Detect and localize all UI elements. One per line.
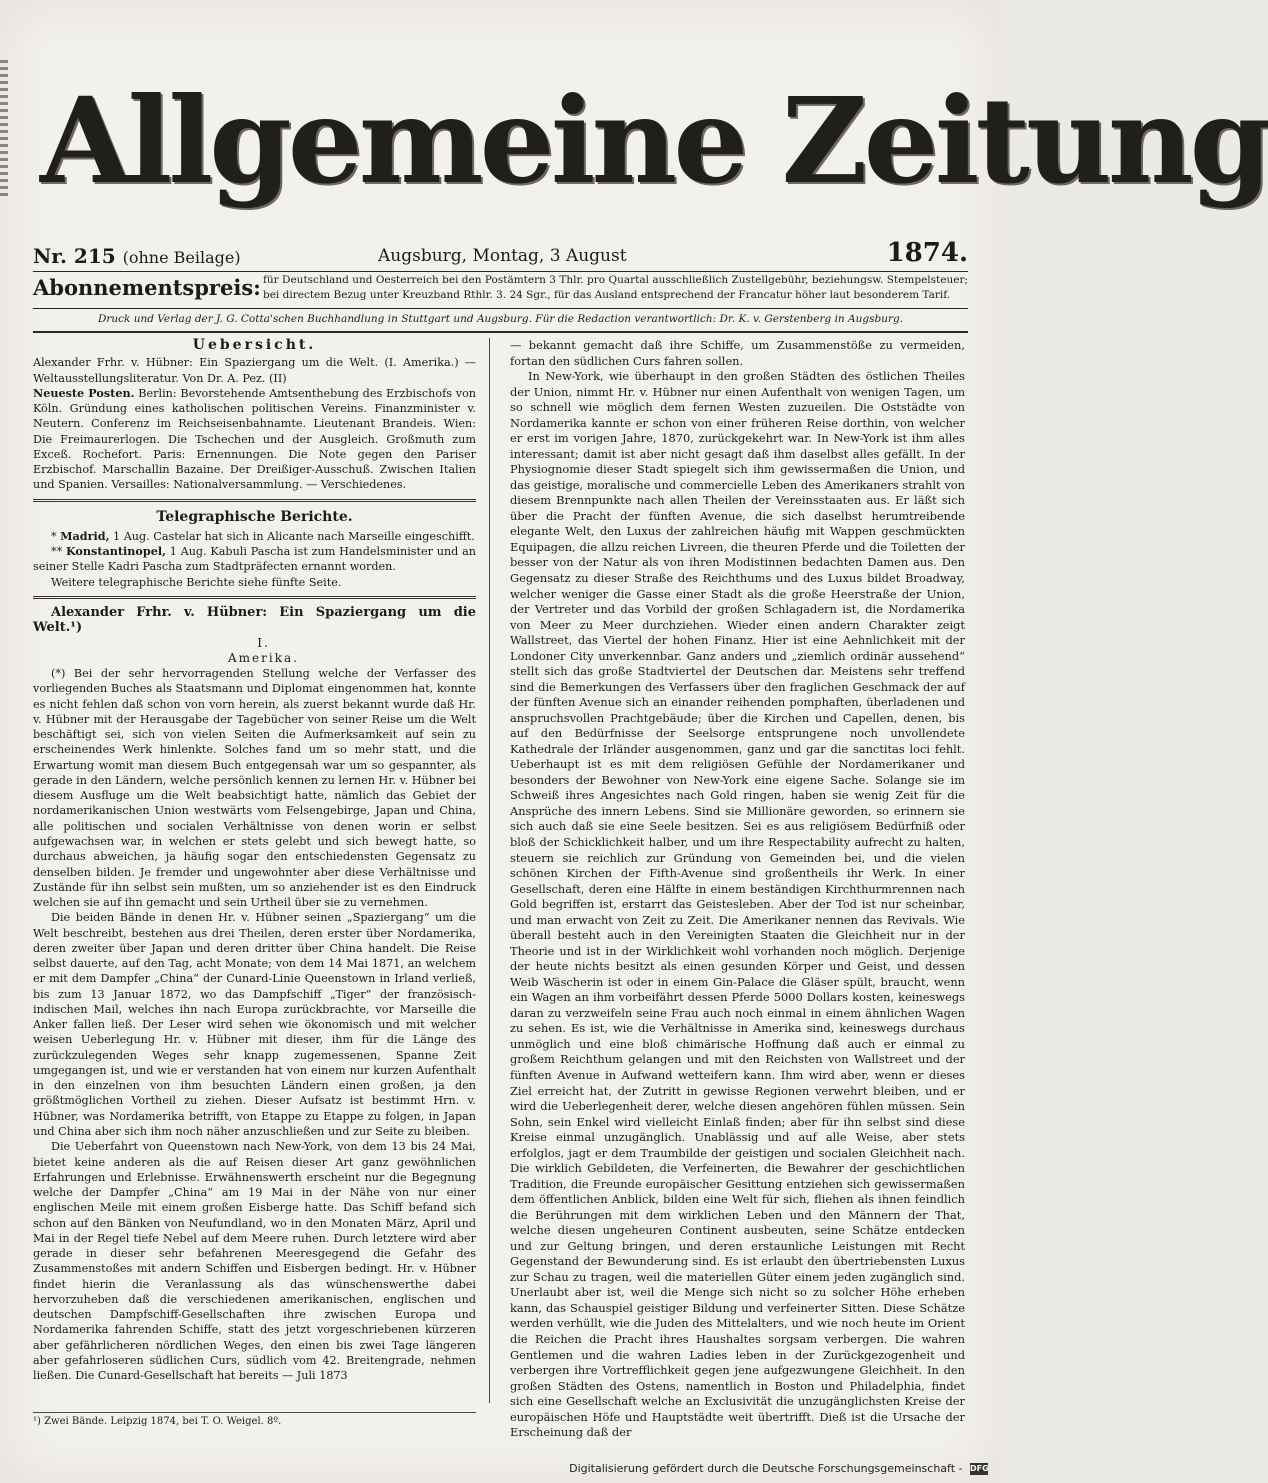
place-date: Augsburg, Montag, 3 August (378, 246, 627, 266)
subscription-label: Abonnementspreis: (33, 275, 261, 300)
telegraph-date: 1 Aug. (169, 545, 207, 559)
article-subtitle: Amerika. (228, 650, 299, 665)
footnote: ¹) Zwei Bände. Leipzig 1874, bei T. O. Weigel. 8º. (33, 1412, 476, 1427)
imprint: Druck und Verlag der J. G. Cotta'schen Buchhandlung in Stuttgart und Augsburg. Für die Redaction verantwortlich: Dr. K. v. Gerstenberg in Augsburg. (97, 313, 904, 325)
left-column (33, 338, 476, 1384)
divider (33, 331, 968, 333)
latest-news (33, 386, 476, 493)
divider (33, 596, 476, 599)
telegraph-more: Weitere telegraphische Berichte siehe fünfte Seite. (51, 575, 342, 589)
telegraph-text: Kabuli Pascha ist zum Handelsminister und an seiner Stelle Kadri Pascha zum Stadtpräfecten ernannt worden. (33, 545, 476, 574)
issue-number-text: Nr. 215 (33, 244, 116, 268)
telegraph-place: Madrid, (60, 528, 110, 543)
overview-text: Alexander Frhr. v. Hübner: Ein Spaziergang um die Welt. (I. Amerika.) — Weltausstellungsliteratur. Von Dr. A. Pez. (II) (33, 356, 476, 385)
telegraph-item: ** Konstantinopel, 1 Aug. Kabuli Pascha ist zum Handelsminister und an seiner Stelle Kadri Pascha zum Stadtpräfecten ernannt worden. (33, 544, 476, 574)
footer-text: Digitalisierung gefördert durch die Deutsche Forschungsgemeinschaft - (569, 1462, 963, 1475)
subscription-text: für Deutschland und Oesterreich bei den Postämtern 3 Thlr. pro Quartal ausschließlich Zustellgebühr, beziehungsw. Stempelsteuer; bei directem Bezug unter Kreuzband Rthlr. 3. 24 Sgr., für das Ausland entsprechend der Francatur höher laut besonderem Tarif. (263, 274, 968, 301)
issue-number (33, 244, 241, 268)
digitization-footer (569, 1462, 988, 1475)
latest-news-text: Berlin: Bevorstehende Amtsenthebung des Erzbischofs von Köln. Gründung eines katholischen politischen Vereins. Finanzminister v. Neutern. Conferenz im Reichseisenbahnamte. Lieutenant Brandeis. Wien: Die Freimaurerlogen. Die Tschechen und der Ausgleich. Großmuth zum Exceß. Rochefort. Paris: Ernennungen. Die Note gegen den Pariser Erzbischof. Marschallin Bazaine. Der Dreißiger-Ausschuß. Zwischen Italien und Spanien. Versailles: Nationalversammlung. — Verschiedenes. (33, 386, 477, 492)
article-part: I. (257, 635, 270, 650)
latest-news-label: Neueste Posten. (33, 385, 135, 400)
column-divider (489, 338, 490, 1403)
article-paragraph: Die beiden Bände in denen Hr. v. Hübner seinen „Spaziergang“ um die Welt beschreibt, bestehen aus drei Theilen, deren erster über Nordamerika, deren zweiter über Japan und deren dritter über China handelt. Die Reise selbst dauerte, auf den Tag, acht Monate; von dem 14 Mai 1871, an welchem er mit dem Dampfer „China“ der Cunard-Linie Queenstown in Irland verließ, bis zum 13 Januar 1872, wo das Dampfschiff „Tiger“ der französisch-indischen Mail, welches ihn nach Europa zurückbrachte, vor Marseille die Anker fallen ließ. Der Leser wird sehen wie ökonomisch und mit welcher weisen Ueberlegung Hr. v. Hübner mit dieser, ihm für die Länge des zurückzulegenden Weges sehr knapp zugemessenen, Spanne Zeit umgegangen ist, und wie er verstanden hat von einem nur kurzen Aufenthalt in den einzelnen von ihm besuchten Ländern einen großen, ja den größtmöglichen Vortheil zu ziehen. Dieser Aufsatz ist bestimmt Hrn. v. Hübner, was Nordamerika betrifft, von Etappe zu Etappe zu folgen, in Japan und China aber sich ihm noch näher anzuschließen und zur Seite zu bleiben. (33, 911, 476, 1139)
article-paragraph: Die Ueberfahrt von Queenstown nach New-York, von dem 13 bis 24 Mai, bietet keine anderen als die auf Reisen dieser Art ganz gewöhnlichen Erfahrungen und Erlebnisse. Erwähnenswerth erscheint nur die Begegnung welche der Dampfer „China“ am 19 Mai in der Nähe von nur einer englischen Meile mit einem großen Eisberge hatte. Das Schiff befand sich schon auf den Bänken von Neufundland, wo in den Monaten März, April und Mai in der Regel tiefe Nebel auf dem Meere ruhen. Durch letztere wird aber gerade in dieser sehr befahrenen Meeresgegend die Gefahr des Zusammenstoßes mit andern Schiffen und Eisbergen bedingt. Hr. v. Hübner findet hierin die Veranlassung als das wünschenswerthe dabei hervorzuheben daß die verschiedenen amerikanischen, englischen und deutschen Dampfschiff-Gesellschaften ihre zwischen Europa und Nordamerika fahrenden Schiffe, statt des jetzt vorgeschriebenen kürzeren aber gefährlicheren nördlichen Weges, den einen bis zwei Tage längeren aber gefahrloseren südlichen Curs, südlich vom 42. Breitengrade, nehmen ließen. Die Cunard-Gesellschaft hat bereits — Juli 1873 (33, 1140, 476, 1383)
telegraph-place: Konstantinopel, (65, 544, 166, 559)
telegraph-date: 1 Aug. (113, 529, 150, 543)
issue-line (33, 238, 968, 270)
subscription-block (33, 273, 968, 307)
telegraph-item: * Madrid, 1 Aug. Castelar hat sich in Alicante nach Marseille eingeschifft. (51, 528, 475, 543)
dfg-logo-icon: DFG (970, 1464, 989, 1473)
supplement-note: (ohne Beilage) (122, 248, 241, 267)
telegraph-heading: Telegraphische Berichte. (156, 508, 353, 525)
article-paragraph: (*) Bei der sehr hervorragenden Stellung welche der Verfasser des vorliegenden Buches als Staatsmann und Diplomat eingenommen hat, konnte es nicht fehlen daß schon von vorn herein, als zuerst bekannt wurde daß Hr. v. Hübner mit der Herausgabe der Tagebücher von seiner Reise um die Welt beschäftigt sei, sich von vielen Seiten die Aufmerksamkeit auf sein zu erscheinendes Werk hinlenkte. Solches fand um so mehr statt, und die Erwartung womit man diesem Buch entgegensah war um so gespannter, als gerade in den Ländern, welche persönlich kennen zu lernen Hr. v. Hübner bei diesem Ausfluge um die Welt beabsichtigt hatte, nämlich das Gebiet der nordamerikanischen Union westwärts vom Felsengebirge, Japan und China, alle politischen und socialen Verhältnisse von denen worin er selbst aufgewachsen war, in welchen er stets gelebt und sich bewegt hatte, so durchaus abweichen, ja häufig sogar den entschiedensten Gegensatz zu denselben bilden. Je fremder und ungewohnter aber diese Verhältnisse und Zustände für ihn selbst sein mußten, um so anziehender ist es den Eindruck welchen sie auf ihn gemacht und sein Urtheil über sie zu vernehmen. (33, 667, 476, 910)
issue-year: 1874. (886, 238, 968, 268)
masthead-title: Allgemeine Zeitung (40, 71, 1268, 210)
right-column (510, 338, 965, 1441)
telegraph-text: Castelar hat sich in Alicante nach Marseille eingeschifft. (153, 529, 475, 543)
overview-heading: Uebersicht. (192, 337, 317, 353)
masthead (40, 56, 1268, 226)
article-paragraph: In New-York, wie überhaupt in den großen Städten des östlichen Theiles der Union, nimmt Hr. v. Hübner nur einen Aufenthalt von wenigen Tagen, um so schnell wie möglich dem fernen Westen zuzueilen. Die Oststädte von Nordamerika kannte er schon von einer früheren Reise dorthin, von welcher er erst im vorigen Jahre, 1870, zurückgekehrt war. In New-York ist ihm alles interessant; damit ist aber nicht gesagt daß ihm daselbst alles gefällt. In der Physiognomie dieser Stadt spiegelt sich ihm gewissermaßen die Union, und das geistige, moralische und commercielle Leben des Amerikaners strahlt von diesem Brennpunkte nach allen Theilen der Vereinsstaaten aus. Er läßt sich über die Pracht der fünften Avenue, die sich daselbst herumtreibende elegante Welt, den Luxus der zahlreichen häufig mit Wappen geschmückten Equipagen, die allzu reichen Livreen, die theuren Pferde und die Toiletten der besser von der Natur als von ihren Modistinnen bedachten Damen aus. Den Gegensatz zu dieser Straße des Reichthums und des Luxus bildet Broadway, welcher weniger die Gasse einer Stadt als die große Heerstraße der Union, der Vertreter und das Vorbild der großen Schlagadern ist, die Nordamerika von Meer zu Meer durchziehen. Wieder einen andern Charakter zeigt Wallstreet, das Viertel der hohen Finanz. Hier ist eine Aehnlichkeit mit der Londoner City unverkennbar. Ganz anders und „ziemlich ordinär aussehend“ stellt sich das große Stadtviertel der Deutschen dar. Meistens sehr treffend sind die Bemerkungen des Verfassers über den fraglichen Geschmack der auf der fünften Avenue sich an einander reihenden pomphaften, überladenen und anspruchsvollen Prachtgebäude; über die Kirchen und Capellen, denen, bis auf den Bedürfnisse der Seelsorge entsprungene noch unvollendete Kathedrale der Irländer ausgenommen, ganz und gar die sanctitas loci fehlt. Ueberhaupt ist es mit dem religiösen Gefühle der Nordamerikaner und besonders der Bewohner von New-York eine eigene Sache. Solange sie im Schweiß ihres Angesichtes nach Gold ringen, haben sie wenig Zeit für die Ansprüche des innern Lebens. Sind sie Millionäre geworden, so erinnern sie sich auch daß sie eine Seele besitzen. Sei es aus religiösem Bedürfniß oder bloß der Schicklichkeit halber, und um ihre Respectability aufrecht zu halten, steuern sie reichlich zur Gründung von Gemeinden bei, und die vielen schönen Kirchen der Fifth-Avenue sind großentheils ihr Werk. In einer Gesellschaft, deren eine Hälfte in einem beständigen Kirchthurmrennen nach Gold begriffen ist, erstarrt das Geistesleben. Aber der Tod ist nur scheinbar, und man erwacht von Zeit zu Zeit. Die Amerikaner nennen das Revivals. Wie überall besteht auch in den Vereinigten Staaten die Gleichheit nur in der Theorie und ist in der Wirklichkeit wohl vorhanden noch möglich. Derjenige der heute nichts besitzt als einen gesunden Körper und Geist, und dessen Weib Wäscherin ist oder in einem Gin-Palace die Gläser spült, braucht, wenn ein Wagen an ihm vorbeifährt dessen Pferde 5000 Dollars kosten, keineswegs daran zu verzweifeln seine Frau auch noch einmal in einem ähnlichen Wagen zu sehen. Es ist, wie die Verhältnisse in Amerika sind, keineswegs durchaus unmöglich und eine bloß chimärische Hoffnung daß auch er einmal zu großem Reichthum gelangen und mit den Reichsten von Wallstreet und der fünften Avenue in Aufwand wetteifern kann. Ihm wird aber, wenn er dieses Ziel erreicht hat, der Zutritt in gewisse Regionen verwehrt bleiben, und er wird die Ueberlegenheit derer, welche diesen angehören fühlen müssen. Sein Sohn, sein Enkel wird vielleicht Einlaß finden; aber für ihn selbst sind diese Kreise einmal unzugänglich. Unablässig und auf alle Weise, aber stets erfolglos, jagt er dem Traumbilde der geistigen und socialen Gleichheit nach. Die wirklich Gebildeten, die Verfeinerten, die Bewahrer der geschichtlichen Tradition, die Freunde europäischer Gesittung entziehen sich gewissermaßen dem öffentlichen Anblick, bilden eine Welt für sich, fliehen als ihnen feindlich die Berührungen mit dem wirklichen Leben und den Männern der That, welche diesen ungeheuren Continent ausbeuten, seine Schätze entdecken und zur Geltung bringen, und deren erstaunliche Leistungen mit Recht Gegenstand der Bewunderung sind. Es ist erlaubt den übertriebensten Luxus zur Schau zu tragen, weil die materiellen Güter einem jeden zugänglich sind. Unerlaubt aber ist, weil die Menge sich nicht so zu solcher Höhe erheben kann, das Schauspiel geistiger Bildung und verfeinerter Sitten. Diese Schätze werden verhüllt, wie die Juden des Mittelalters, und wie noch heute im Orient die Reichen die Pracht ihres Haushaltes sorgsam verbergen. Die wahren Gentlemen und die wahren Ladies leben in der Zurückgezogenheit und verbergen ihre Vortrefflichkeit gegen jene aufgezwungene Gleichheit. In den großen Städten des Ostens, namentlich in Boston und Philadelphia, findet sich eine Gesellschaft welche an Exclusivität die unzugänglichsten Kreise der europäischen Höfe und Hauptstädte weit übertrifft. Dieß ist die Ursache der Erscheinung daß der (510, 369, 965, 1440)
article-heading: Alexander Frhr. v. Hübner: Ein Spaziergang um die Welt.¹) (33, 604, 476, 636)
divider (33, 271, 968, 272)
divider (33, 499, 476, 502)
page-edge-marks (0, 60, 8, 200)
article-paragraph: — bekannt gemacht daß ihre Schiffe, um Zusammenstöße zu vermeiden, fortan den südlichen Curs fahren sollen. (510, 338, 965, 368)
